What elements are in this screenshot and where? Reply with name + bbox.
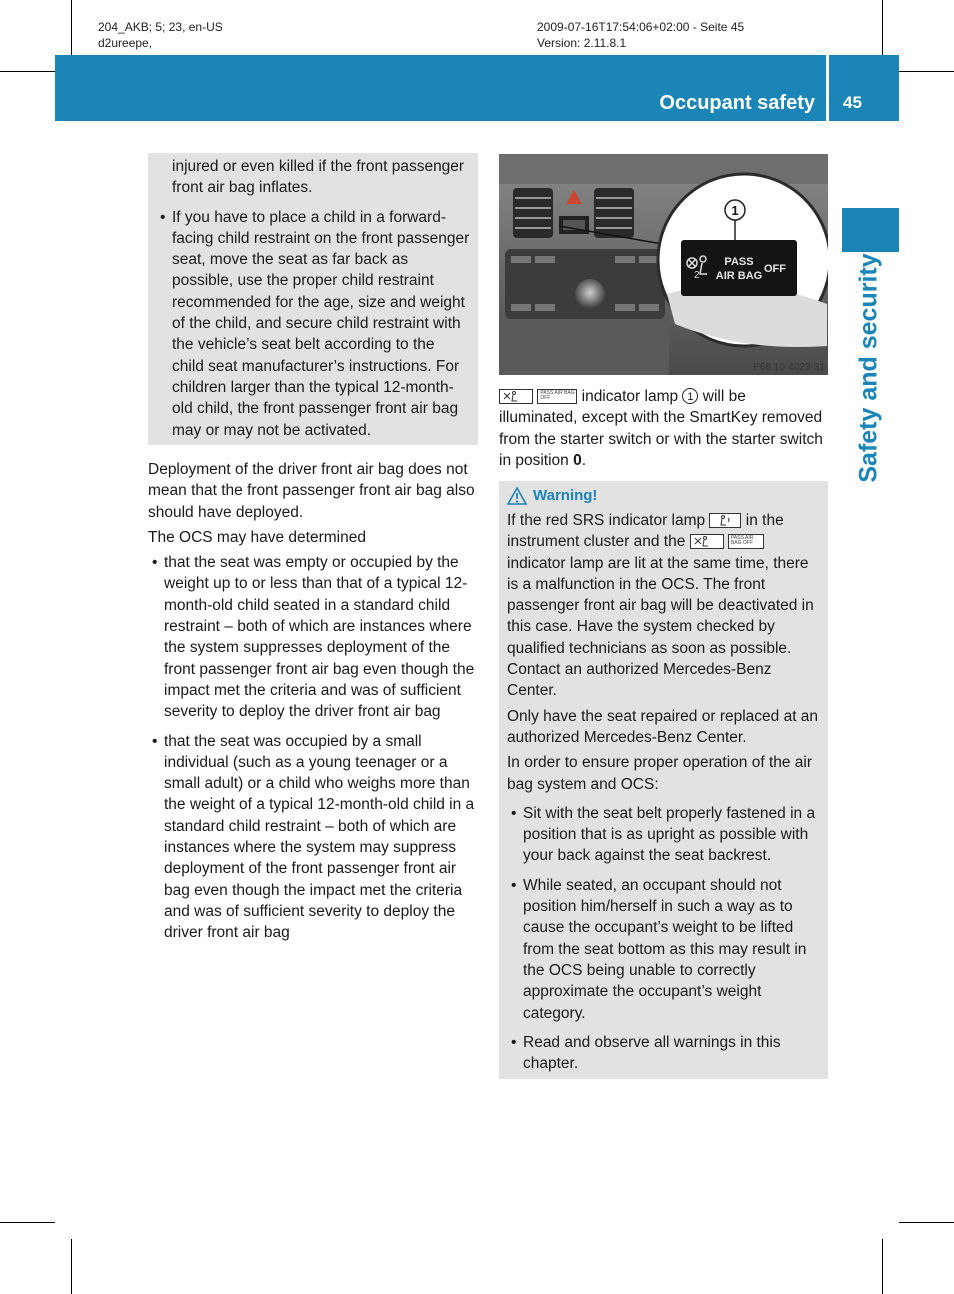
page-number: 45 [843,93,862,112]
pass-airbag-off-small-text: PASS AIR BAG OFF [730,535,754,547]
list-item-text: While seated, an occupant should not position him/herself in such a way as to cause the occupant’s weight to be lifted from the seat bottom as this may result in the OCS being unable to correctly approximate the occupant’s weight category. [523,876,807,1022]
pass-airbag-off-small-text: PASS AIR BAG OFF [540,390,575,401]
print-meta-right [537,19,744,51]
warning-text: indicator lamp are lit at the same time, there is a malfunction in the OCS. The front passenger front air bag will be deactivated in this case. Have the system checked by qualified technicians as soon as possible. Contact an authorized Mercedes-Benz Center. [507,554,814,700]
meta-left-line2: d2ureepe, [98,36,153,50]
section-header-bar [55,55,899,121]
callout-number: 1 [731,203,739,218]
svg-text:2: 2 [694,270,700,281]
list-item-text: Read and observe all warnings in this chapter. [523,1033,781,1073]
meta-right-line2: Version: 2.11.8.1 [537,36,627,50]
srs-indicator-icon [709,513,741,528]
list-item-text: that the seat was empty or occupied by the weight up to or less than that of a typical 12-month-old child seated in a standard child restraint – both of which are instances where the system suppresses deployment of the front passenger front air bag even though the impact met the criteria and was of sufficient severity to deploy the driver front air bag [164,554,475,721]
list-item [156,207,470,441]
list-item [507,1032,822,1075]
starter-position: 0 [573,451,582,469]
paragraph: Deployment of the driver front air bag does not mean that the front passenger front air bag also should have deployed. [148,461,475,521]
crop-mark [0,1222,55,1223]
warning-text: If the red SRS indicator lamp [507,512,706,529]
chapter-label: Safety and security [854,253,883,483]
passenger-airbag-off-icon [690,534,724,549]
figure-code: P68.10-4023-31 [753,362,825,373]
indicator-text-cont: will be illuminated, except with the SmartKey removed from the starter switch or with the starter switch in position [499,388,823,469]
bullet-dot: • [511,1033,517,1051]
chapter-tab [842,208,899,252]
list-item [148,552,478,722]
list-item-text: If you have to place a child in a forward-facing child restraint on the front passenger seat, move the seat as far back as possible, use the proper child restraint recommended for the age, size and weight of the child, and secure child restraint with the vehicle’s seat belt according to the child seat manufacturer’s instructions. For children larger than the typical 12-month-old child, the front passenger front air bag may or may not be activated. [172,208,470,439]
paragraph: The OCS may have determined [148,528,366,546]
meta-left-line1: 204_AKB; 5; 23, en-US [98,20,223,34]
indicator-paragraph [499,386,828,471]
crop-mark [882,0,883,55]
warning-triangle-icon [507,487,527,505]
section-title: Occupant safety [659,92,815,114]
list-item [507,875,822,1024]
list-item-text: Sit with the seat belt properly fastened in a position that is as upright as possible with your back against the seat backrest. [523,804,816,865]
bullet-dot: • [152,554,158,572]
warning-title: Warning! [533,487,598,504]
warning-paragraph: In order to ensure proper operation of the air bag system and OCS: [507,754,813,793]
warning-paragraph [507,510,822,702]
bullet-dot: • [152,732,158,750]
panel-pass-label: PASS [724,256,754,268]
crop-mark [899,1222,954,1223]
dashboard-figure [499,154,828,375]
bullet-dot: • [511,804,517,822]
passenger-airbag-off-icon [499,389,533,404]
pass-airbag-off-label-icon [728,534,764,549]
warning-paragraph: Only have the seat repaired or replaced at an authorized Mercedes-Benz Center. [507,707,819,746]
panel-off-label: OFF [764,263,786,275]
pass-airbag-off-label-icon [537,389,577,404]
indicator-text: indicator lamp [581,388,679,405]
sentence-end: . [581,451,587,469]
list-item-text: that the seat was occupied by a small individual (such as a young teenager or a small adult) or a child who weighs more than the weight of a typical 12-month-old child in a standard child restraint – both of which are instances where the system may suppress deployment of the front passenger front air bag even though the impact met the criteria and was of sufficient severity to deploy the driver front air bag [164,732,475,942]
warning-header [507,485,822,506]
bullet-dot: • [511,876,517,894]
crop-mark [71,1239,72,1294]
warning-box [499,481,828,1079]
dashboard-photo [499,154,828,375]
meta-right-line1: 2009-07-16T17:54:06+02:00 - Seite 45 [537,20,745,34]
crop-mark [71,0,72,55]
print-meta-left [98,19,223,51]
list-item [148,731,478,944]
callout-1-icon: 1 [682,388,698,404]
header-divider [826,55,829,121]
list-item [507,803,822,867]
warning-box-continued [148,153,478,445]
bullet-dot: • [160,208,166,226]
warning-continuation-text: injured or even killed if the front passenger front air bag inflates. [172,158,465,197]
crop-mark [0,71,55,72]
crop-mark [882,1239,883,1294]
panel-airbag-label: AIR BAG [715,270,763,282]
body-text-left [148,459,478,944]
crop-mark [899,71,954,72]
warning-text: in the instrument cluster and the [507,512,784,551]
